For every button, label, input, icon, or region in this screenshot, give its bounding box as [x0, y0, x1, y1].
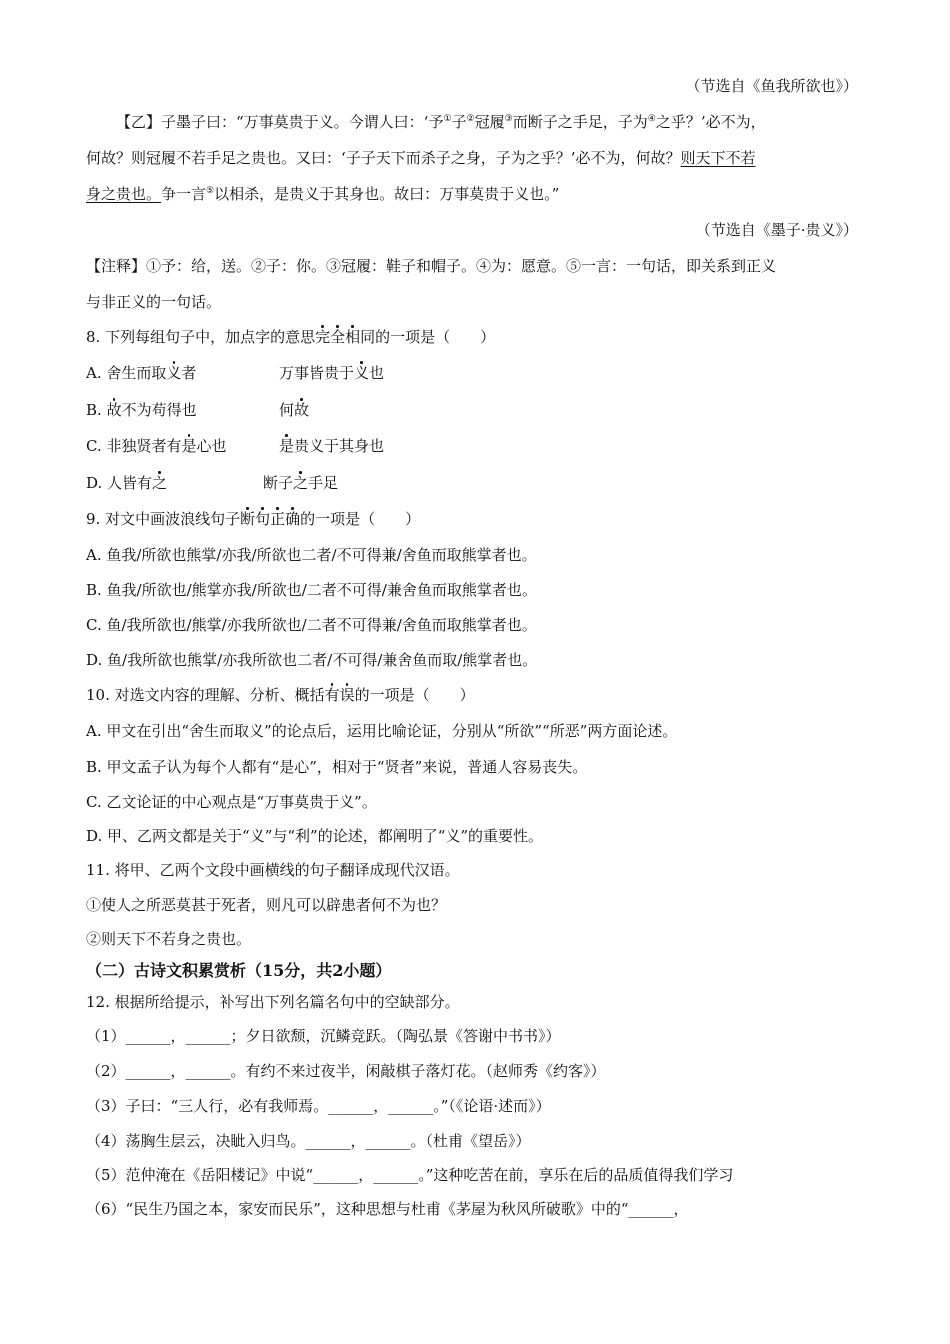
q8-option-a: [86, 363, 384, 383]
option-text: D. 人皆有: [86, 474, 153, 492]
passage-b-line-2: [86, 148, 756, 168]
passage-b-text: 以相杀，是贵义于其身也。故曰：万事莫贵于义也。”: [214, 185, 560, 203]
emphasis-char: 义: [354, 364, 370, 382]
q12-stem: 12. 根据所给提示，补写出下列名篇名句中的空缺部分。: [86, 993, 460, 1011]
emphasis-char: 故: [294, 401, 310, 419]
q9-stem: [86, 509, 420, 529]
section-2-title: （二）古诗文积累赏析（15分，共2小题）: [86, 961, 392, 980]
passage-b-line-3: [86, 184, 559, 204]
q12-item-4: （4）荡胸生层云，决眦入归鸟。______，______。（杜甫《望岳》）: [86, 1132, 531, 1150]
q8-stem: [86, 327, 495, 347]
q10-stem: [86, 685, 475, 705]
notes-line-1: 【注释】①予：给，送。②子：你。③冠履：鞋子和帽子。④为：愿意。⑤一言：一句话，即关系到正义: [86, 257, 777, 275]
passage-a-source: （节选自《鱼我所欲也》）: [685, 77, 858, 95]
underlined-sentence: 则天下不若: [680, 149, 756, 167]
q12-item-5: （5）范仲淹在《岳阳楼记》中说“______，______。”这种吃苦在前，享乐在后的品质值得我们学习: [86, 1166, 734, 1184]
q9-stem-text: 的一项是（ ）: [300, 510, 421, 528]
q11-stem: 11. 将甲、乙两个文段中画横线的句子翻译成现代汉语。: [86, 861, 460, 879]
emphasis-char: 是: [181, 437, 197, 455]
emphasis-char: 句: [255, 510, 271, 528]
underlined-sentence: 身之贵也。: [86, 185, 162, 203]
footnote-ref-5: ⑤: [206, 186, 215, 196]
emphasis-char: 误: [339, 686, 355, 704]
footnote-ref-1: ①: [443, 114, 452, 124]
emphasis-char: 全: [330, 328, 346, 346]
option-text: C. 非独贤者有: [86, 437, 182, 455]
passage-b-text: 何故？则冠履不若手足之贵也。又曰：‘子子天下而杀子之身，子为之乎？’必不为，何故？: [86, 149, 681, 167]
passage-b-text: 【乙】子墨子曰：“万事莫贵于义。今谓人曰：‘予: [116, 113, 444, 131]
q8-option-c: [86, 436, 384, 456]
q9-option-a: A. 鱼我/所欲也熊掌/亦我/所欲也二者/不可得兼/舍鱼而取熊掌者也。: [86, 546, 537, 564]
q10-stem-text: 10. 对选文内容的理解、分析、概括: [86, 686, 325, 704]
passage-b-text: 而断子之手足，子为: [512, 113, 648, 131]
emphasis-char: 之: [293, 474, 309, 492]
q11-item-2: ②则天下不若身之贵也。: [86, 930, 252, 948]
emphasis-char: 是: [279, 437, 295, 455]
q12-item-3: （3）子曰：“三人行，必有我师焉。______，______。”（《论语·述而》）: [86, 1097, 551, 1115]
emphasis-char: 正: [270, 510, 286, 528]
passage-b-source: （节选自《墨子·贵义》）: [695, 221, 858, 239]
q11-item-1: ①使人之所恶莫甚于死者，则凡可以辟患者何不为也？: [86, 896, 447, 914]
passage-b-text: 冠履: [474, 113, 505, 131]
passage-b-line-1: [86, 112, 766, 132]
option-text: 不为苟得也: [121, 401, 197, 419]
q9-option-d: D. 鱼/我所欲也熊掌/亦我所欲也二者/不可得/兼舍鱼而取/熊掌者也。: [86, 651, 538, 669]
q12-item-2: （2）______，______。有约不来过夜半，闲敲棋子落灯花。（赵师秀《约客》）: [86, 1062, 606, 1080]
passage-b-text: 子: [451, 113, 467, 131]
q10-option-c: C. 乙文论证的中心观点是“万事莫贵于义”。: [86, 793, 377, 811]
footnote-ref-4: ④: [647, 114, 656, 124]
q8-option-d: [86, 473, 338, 493]
option-text: 万事皆贵于: [279, 364, 355, 382]
emphasis-char: 故: [106, 401, 122, 419]
option-text: B.: [86, 401, 107, 419]
emphasis-char: 断: [240, 510, 256, 528]
passage-b-text: 争一言: [161, 185, 207, 203]
q8-stem-text: 同的一项是（ ）: [360, 328, 496, 346]
q8-option-b: [86, 400, 309, 420]
emphasis-char: 有: [324, 686, 340, 704]
q10-option-b: B. 甲文孟子认为每个人都有“是心”，相对于“贤者”来说，普通人容易丧失。: [86, 758, 588, 776]
option-text: 心也: [196, 437, 227, 455]
option-text: 何: [279, 401, 295, 419]
option-text: 也: [369, 364, 385, 382]
q12-item-6: （6）“民生乃国之本，家安而民乐”，这种思想与杜甫《茅屋为秋风所破歌》中的“______，: [86, 1200, 689, 1218]
q9-stem-text: 9. 对文中画波浪线句子: [86, 510, 241, 528]
q9-option-c: C. 鱼/我所欲也/熊掌/亦我所欲也/二者不可得兼/舍鱼而取熊掌者也。: [86, 616, 537, 634]
option-text: 断子: [263, 474, 294, 492]
passage-b-text: 之乎？’必不为，: [655, 113, 766, 131]
footnote-ref-3: ③: [504, 114, 513, 124]
emphasis-char: 完: [315, 328, 331, 346]
option-text: 贵义于其身也: [294, 437, 385, 455]
emphasis-char: 义: [166, 364, 182, 382]
emphasis-char: 确: [285, 510, 301, 528]
q9-option-b: B. 鱼我/所欲也/熊掌亦我/所欲也/二者不可得/兼舍鱼而取熊掌者也。: [86, 581, 537, 599]
q10-option-d: D. 甲、乙两文都是关于“义”与“利”的论述，都阐明了“义”的重要性。: [86, 827, 544, 845]
q10-stem-text: 的一项是（ ）: [354, 686, 475, 704]
option-text: 者: [181, 364, 197, 382]
notes-line-2: 与非正义的一句话。: [86, 293, 222, 311]
option-text: 手足: [308, 474, 339, 492]
q10-option-a: A. 甲文在引出“舍生而取义”的论点后，运用比喻论证，分别从“所欲”“所恶”两方面论述。: [86, 722, 678, 740]
emphasis-char: 之: [152, 474, 168, 492]
q8-stem-text: 8. 下列每组句子中，加点字的意思: [86, 328, 316, 346]
option-text: A. 舍生而取: [86, 364, 167, 382]
emphasis-char: 相: [345, 328, 361, 346]
footnote-ref-2: ②: [466, 114, 475, 124]
q12-item-1: （1）______，______；夕日欲颓，沉鳞竞跃。（陶弘景《答谢中书书》）: [86, 1027, 561, 1045]
